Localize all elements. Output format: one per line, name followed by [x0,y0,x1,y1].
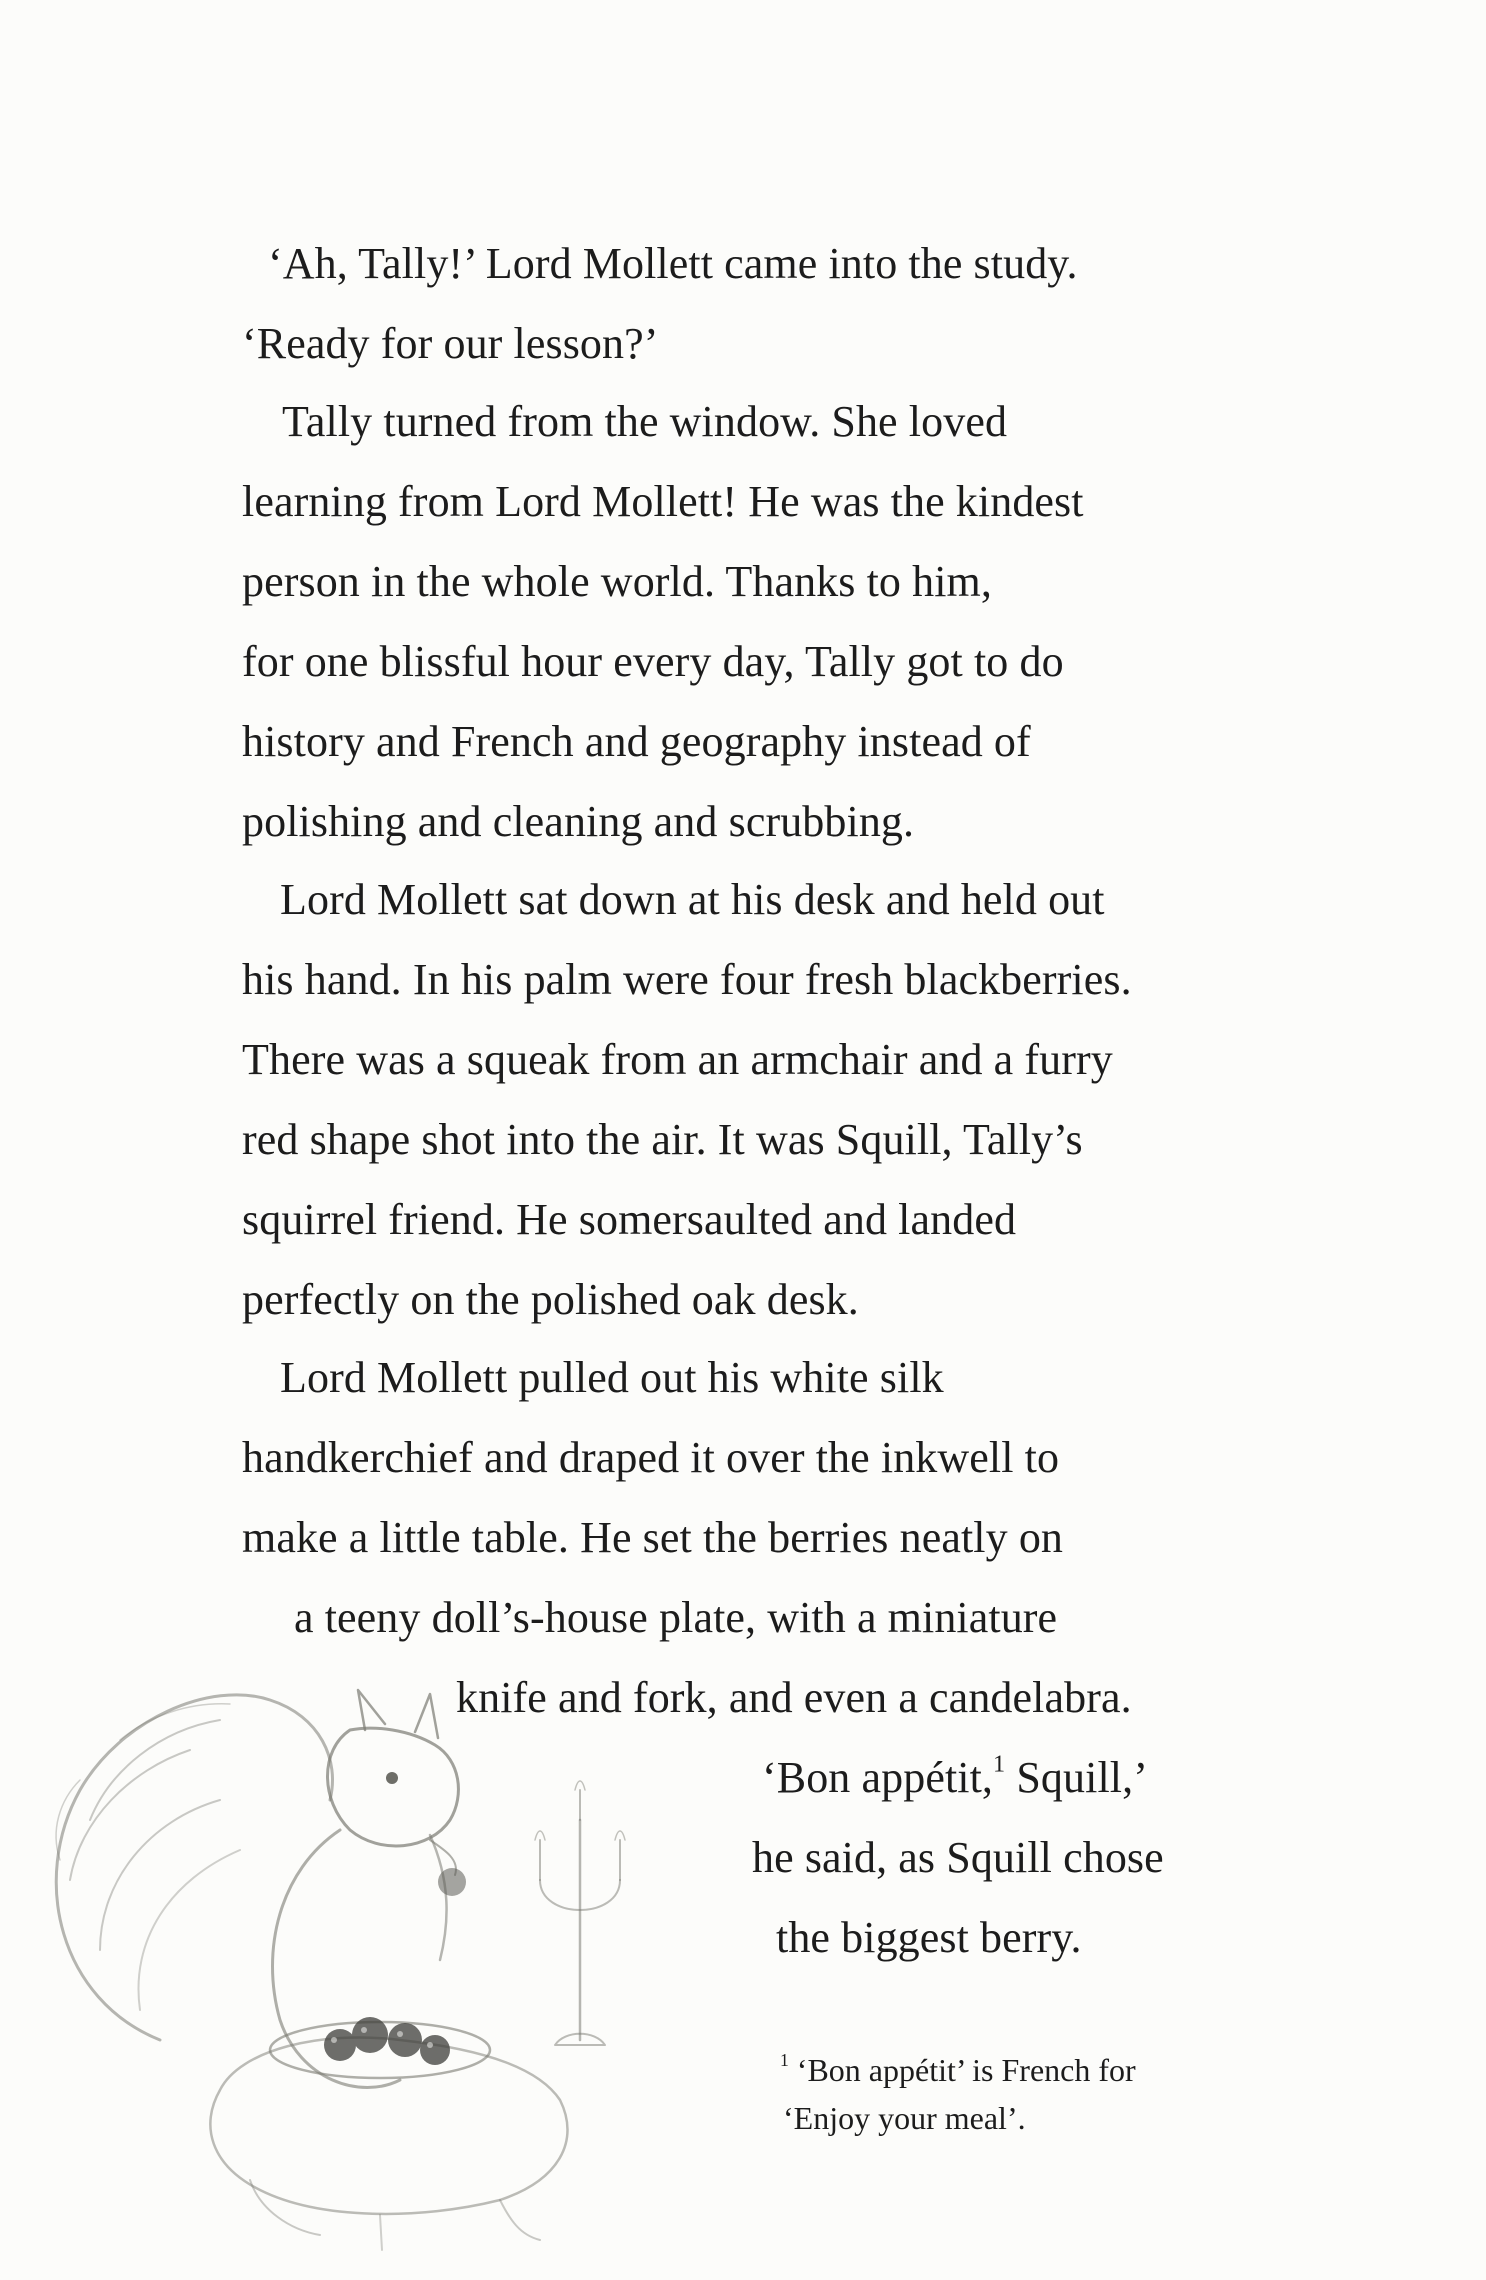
footnote-text-1: ‘Bon appétit’ is French for [796,2052,1136,2088]
text-line-9: Lord Mollett sat down at his desk and held out [280,875,1105,924]
footnote-marker: 1 [780,2050,789,2071]
text-line-14: perfectly on the polished oak desk. [242,1275,859,1324]
text-line-20 [762,1750,1148,1806]
text-line-2: ‘Ready for our lesson?’ [242,319,659,368]
text-line-3: Tally turned from the window. She loved [282,397,1008,446]
text-line-13: squirrel friend. He somersaulted and landed [242,1195,1017,1244]
text-line-5: person in the whole world. Thanks to him, [242,557,992,606]
text-line-12: red shape shot into the air. It was Squill, Tally’s [242,1115,1083,1164]
footnote-line-2: ‘Enjoy your meal’. [783,2100,1026,2136]
footnote [780,2046,1136,2142]
text-line-22: the biggest berry. [776,1913,1082,1962]
text-line-4: learning from Lord Mollett! He was the kindest [242,477,1084,526]
text-line-7: history and French and geography instead of [242,717,1031,766]
text-line-10: his hand. In his palm were four fresh blackberries. [242,955,1132,1004]
text-line-6: for one blissful hour every day, Tally got to do [242,637,1064,686]
text-line-11: There was a squeak from an armchair and a furry [242,1035,1113,1084]
text-line-18: a teeny doll’s-house plate, with a miniature [294,1593,1058,1642]
text-line-17: make a little table. He set the berries neatly on [242,1513,1064,1562]
footnote-line-1 [780,2046,1136,2094]
text-line-1: ‘Ah, Tally!’ Lord Mollett came into the study. [268,239,1078,288]
squirrel-dining-sketch-icon [20,1620,740,2260]
text-line-8: polishing and cleaning and scrubbing. [242,797,915,846]
text-line-20-end: Squill,’ [1016,1753,1148,1802]
text-line-21: he said, as Squill chose [752,1833,1164,1882]
text-line-16: handkerchief and draped it over the inkwell to [242,1433,1060,1482]
text-line-15: Lord Mollett pulled out his white silk [280,1353,944,1402]
text-line-20-start: ‘Bon appétit, [762,1753,994,1802]
footnote-reference: 1 [993,1750,1006,1778]
text-line-19: knife and fork, and even a candelabra. [456,1673,1132,1722]
